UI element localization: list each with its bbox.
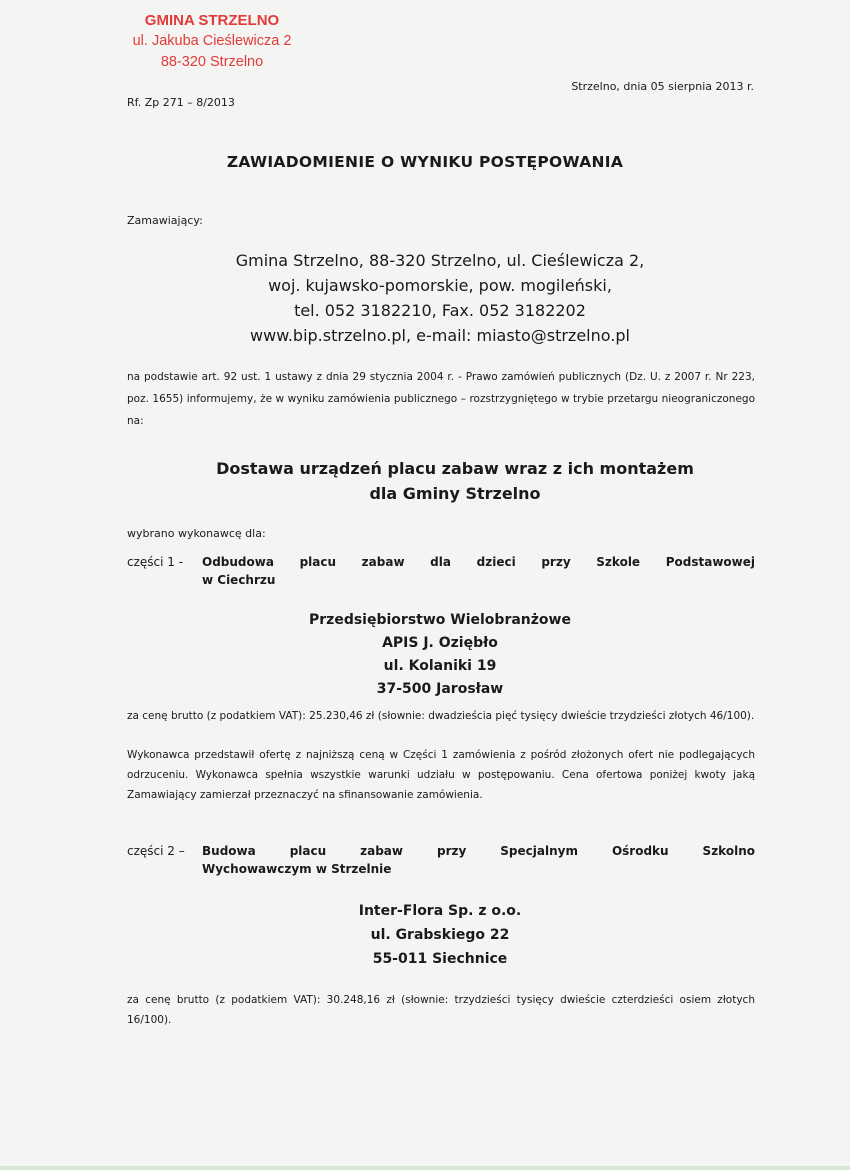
zamawiajacy-label: Zamawiający:: [127, 214, 203, 227]
part-1-label: części 1 -: [127, 555, 184, 569]
part-1-contractor-line-3: ul. Kolaniki 19: [383, 658, 497, 674]
zamawiajacy-line-1: Gmina Strzelno, 88-320 Strzelno, ul. Cieślewicza 2,: [235, 251, 645, 270]
subject-line-1: Dostawa urządzeń placu zabaw wraz z ich montażem: [216, 459, 694, 478]
zamawiajacy-line-2: woj. kujawsko-pomorskie, pow. mogileński,: [268, 276, 612, 295]
scan-edge: [0, 1166, 850, 1170]
legal-basis-paragraph: na podstawie art. 92 ust. 1 ustawy z dnia 29 stycznia 2004 r. - Prawo zamówień publicznych (Dz. U. z 2007 r. Nr 223, poz. 1655) informujemy, że w wyniku zamówienia publicznego – rozstrzygniętego w trybie przetargu nieograniczonego na:: [127, 371, 755, 427]
document-title: ZAWIADOMIENIE O WYNIKU POSTĘPOWANIA: [226, 153, 624, 171]
stamp-line-1: GMINA STRZELNO: [144, 12, 280, 29]
part-2-contractor-line-3: 55-011 Siechnice: [372, 951, 508, 967]
part-1-heading: [127, 553, 755, 589]
part-2-description-line-2: Wychowawczym w Strzelnie: [202, 862, 392, 876]
part-1-contractor-line-1: Przedsiębiorstwo Wielobranżowe: [309, 612, 571, 628]
part-2-description-line-1: Budowa placu zabaw przy Specjalnym Ośrodku Szkolno: [202, 844, 755, 858]
part-2-label: części 2 –: [127, 844, 185, 858]
part-1-contractor-line-2: APIS J. Oziębło: [382, 635, 498, 651]
part-1-price: za cenę brutto (z podatkiem VAT): 25.230,46 zł (słownie: dwadzieścia pięć tysięcy dwieście trzydzieści złotych 46/100).: [127, 710, 755, 722]
part-2-contractor-line-1: Inter-Flora Sp. z o.o.: [358, 903, 522, 919]
part-1-justification: Wykonawca przedstawił ofertę z najniższą ceną w Części 1 zamówienia z pośród złożonych ofert nie podlegających odrzuceniu. Wykonawca spełnia wszystkie warunki udziału w postępowaniu. Cena ofertowa poniżej kwoty jaką Zamawiający zamierzał przeznaczyć na sfinansowanie zamówienia.: [127, 749, 755, 801]
stamp-line-2: ul. Jakuba Cieślewicza 2: [132, 33, 292, 49]
zamawiajacy-line-4: www.bip.strzelno.pl, e-mail: miasto@strzelno.pl: [250, 326, 630, 345]
part-1-description-line-2: w Ciechrzu: [202, 573, 276, 587]
stamp-line-3: 88-320 Strzelno: [160, 54, 264, 70]
part-2-price: za cenę brutto (z podatkiem VAT): 30.248,16 zł (słownie: trzydzieści tysięcy dwieście czterdzieści osiem złotych 16/100).: [127, 994, 755, 1026]
part-2-contractor-line-2: ul. Grabskiego 22: [370, 927, 510, 943]
procurement-subject: [0, 456, 850, 506]
reference-number: Rf. Zp 271 – 8/2013: [127, 96, 235, 109]
part-1-contractor: [0, 609, 850, 701]
part-2-heading: [127, 842, 755, 878]
document-date: Strzelno, dnia 05 sierpnia 2013 r.: [571, 80, 754, 93]
part-1-description-line-1: Odbudowa placu zabaw dla dzieci przy Szkole Podstawowej: [202, 555, 755, 569]
part-1-contractor-line-4: 37-500 Jarosław: [376, 681, 504, 697]
selected-contractor-label: wybrano wykonawcę dla:: [127, 527, 266, 540]
zamawiajacy-address: [0, 248, 850, 348]
official-stamp: [112, 10, 312, 73]
part-2-contractor: [0, 899, 850, 971]
subject-line-2: dla Gminy Strzelno: [369, 484, 541, 503]
zamawiajacy-line-3: tel. 052 3182210, Fax. 052 3182202: [294, 301, 586, 320]
